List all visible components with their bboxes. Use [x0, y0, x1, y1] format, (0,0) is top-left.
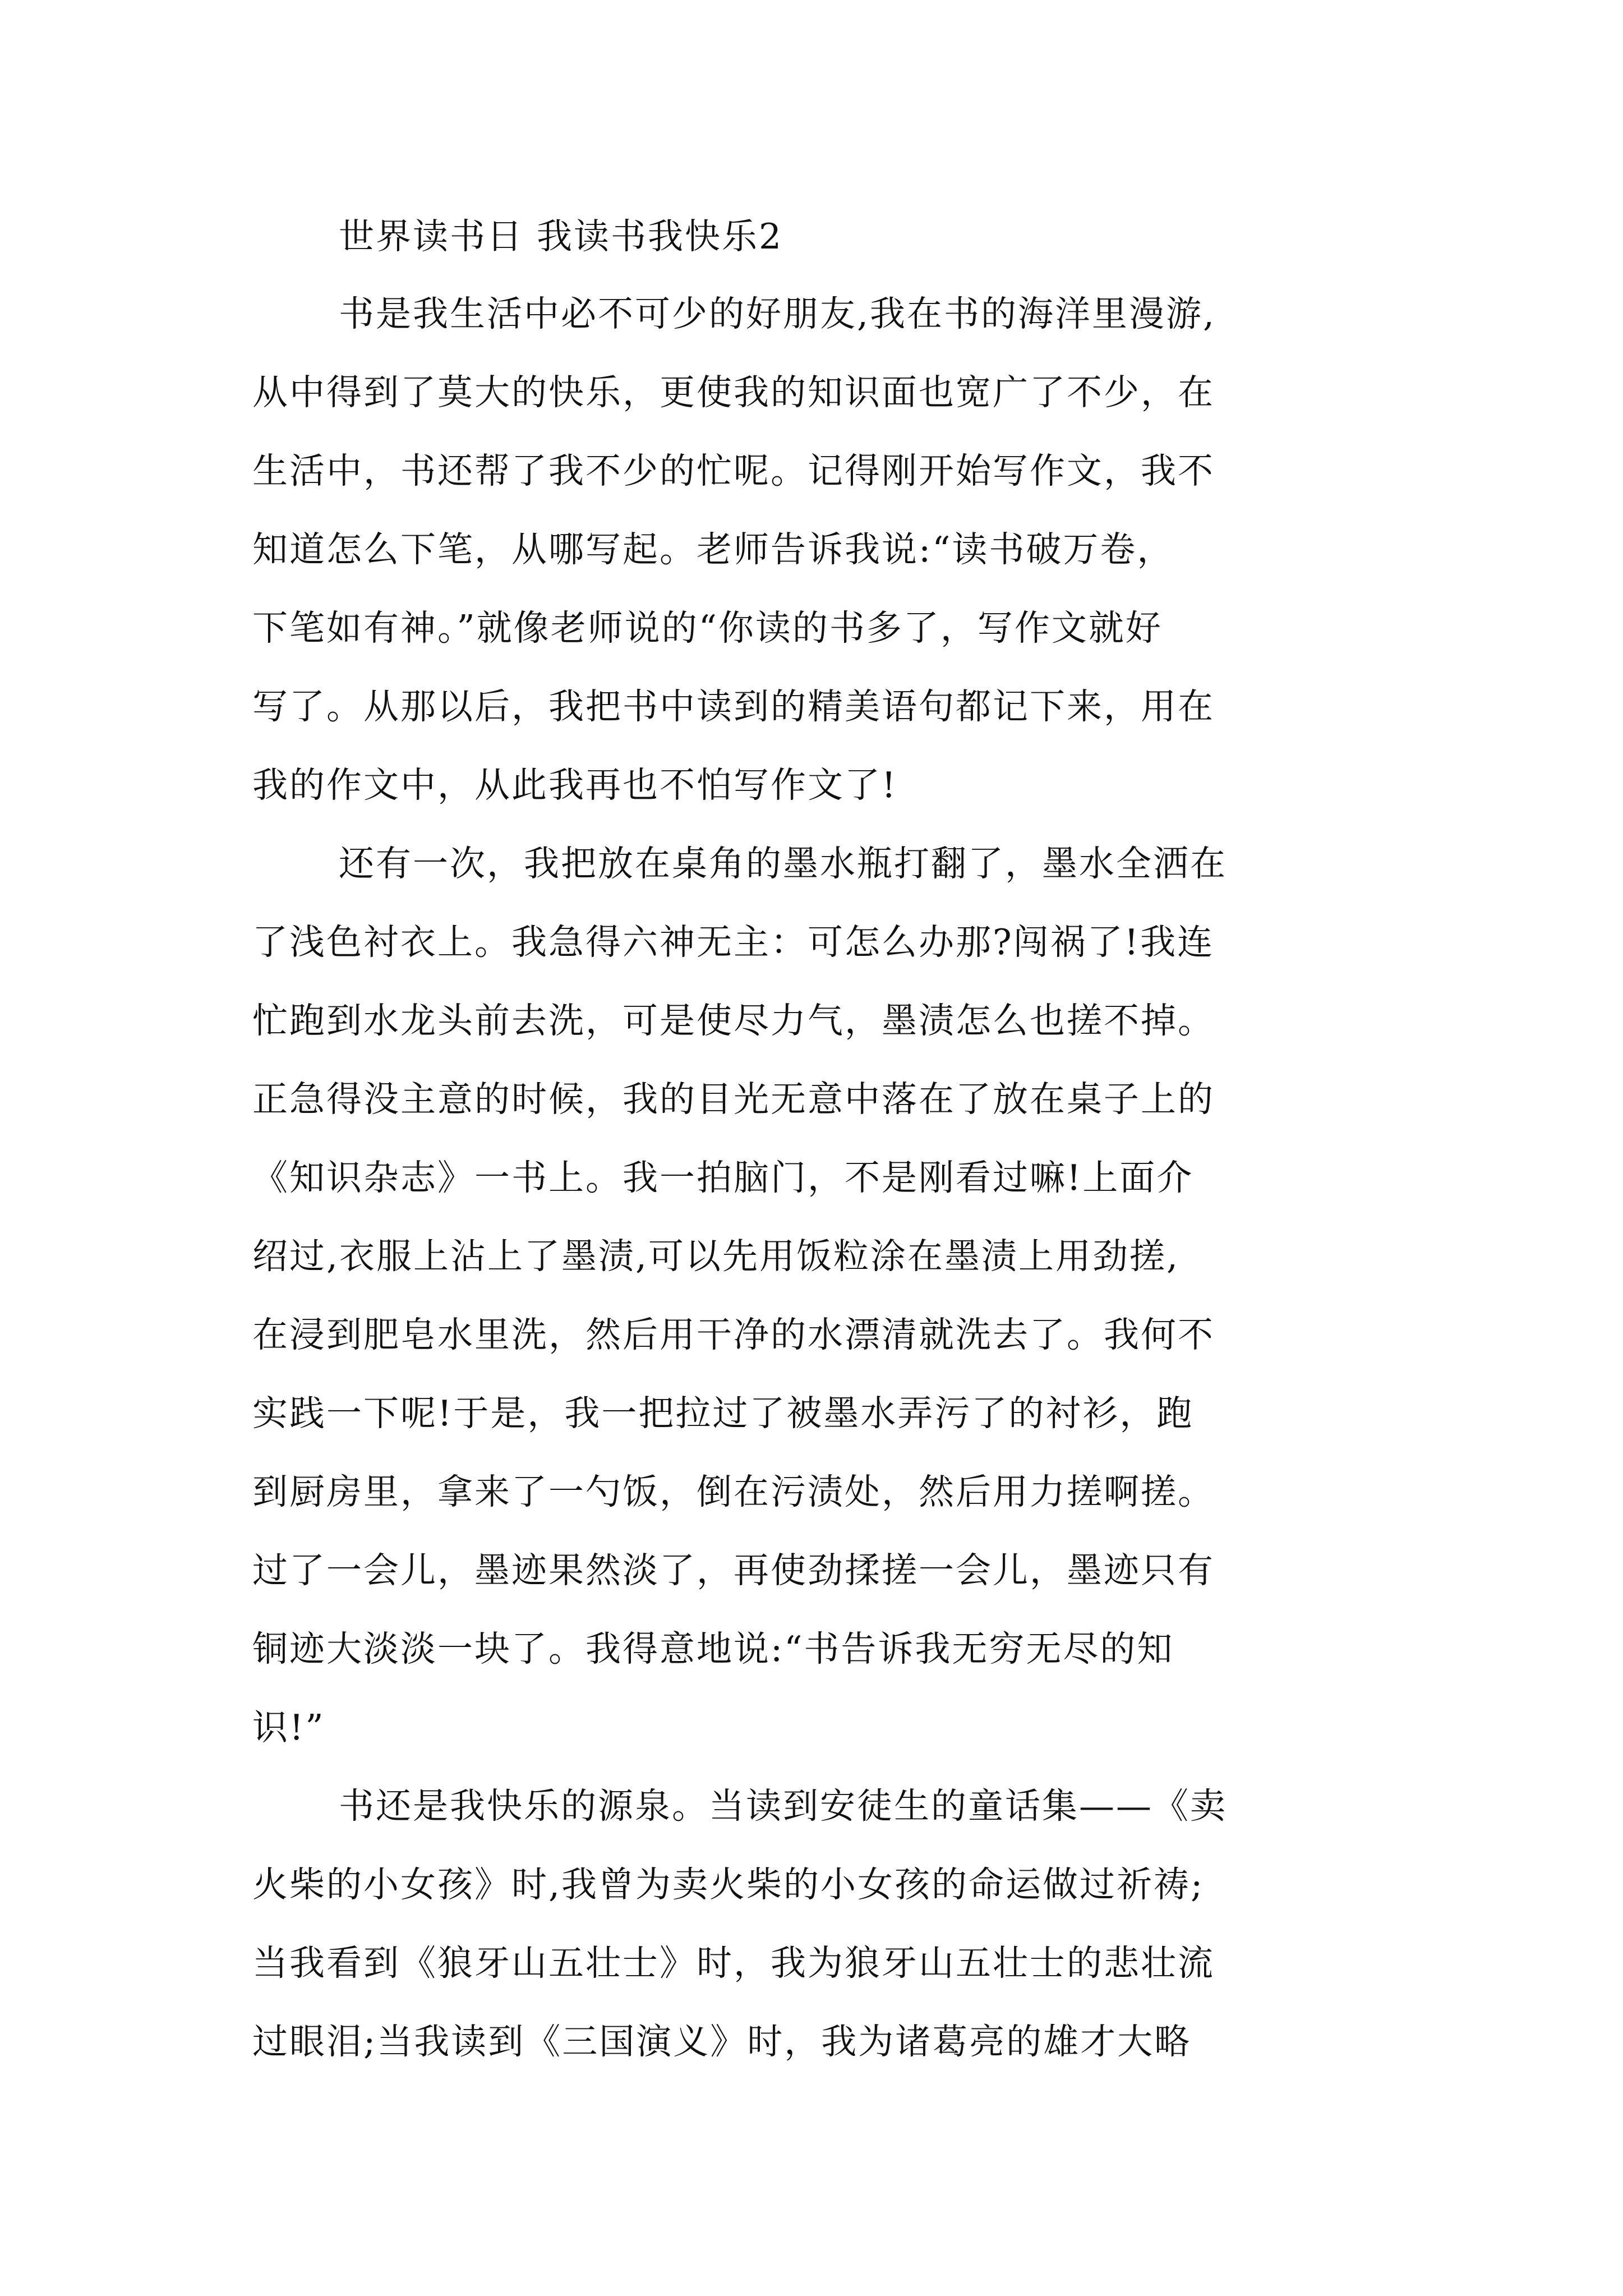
paragraph-line: 我的作文中，从此我再也不怕写作文了!	[252, 765, 898, 806]
paragraph-line: 生活中，书还帮了我不少的忙呢。记得刚开始写作文，我不	[252, 450, 1215, 491]
paragraph-line: 火柴的小女孩》时,我曾为卖火柴的小女孩的命运做过祈祷;	[252, 1864, 1205, 1905]
paragraph-line: 实践一下呢!于是，我一把拉过了被墨水弄污了的衬衫，跑	[252, 1393, 1194, 1434]
paragraph-line: 识!”	[252, 1707, 325, 1748]
document-title: 世界读书日 我读书我快乐2	[339, 216, 783, 257]
paragraph-line: 写了。从那以后，我把书中读到的精美语句都记下来，用在	[252, 686, 1215, 727]
paragraph-line: 从中得到了莫大的快乐，更使我的知识面也宽广了不少，在	[252, 372, 1215, 413]
paragraph-line: 知道怎么下笔，从哪写起。老师告诉我说:“读书破万卷，	[252, 529, 1174, 570]
paragraph-line: 书还是我快乐的源泉。当读到安徒生的童话集——《卖	[339, 1786, 1227, 1826]
paragraph-line: 到厨房里，拿来了一勺饭，倒在污渍处，然后用力搓啊搓。	[252, 1471, 1215, 1512]
paragraph-line: 了浅色衬衣上。我急得六神无主：可怎么办那?闯祸了!我连	[252, 922, 1215, 963]
paragraph-line: 过眼泪;当我读到《三国演义》时，我为诸葛亮的雄才大略	[252, 2021, 1192, 2062]
paragraph-line: 当我看到《狼牙山五壮士》时，我为狼牙山五壮士的悲壮流	[252, 1943, 1215, 1984]
paragraph-line: 还有一次，我把放在桌角的墨水瓶打翻了，墨水全洒在	[339, 843, 1227, 884]
paragraph-line: 忙跑到水龙头前去洗，可是使尽力气，墨渍怎么也搓不掉。	[252, 1000, 1215, 1041]
paragraph-line: 《知识杂志》一书上。我一拍脑门，不是刚看过嘛!上面介	[252, 1157, 1194, 1198]
paragraph-line: 在浸到肥皂水里洗，然后用干净的水漂清就洗去了。我何不	[252, 1314, 1215, 1355]
paragraph-line: 铜迹大淡淡一块了。我得意地说:“书告诉我无穷无尽的知	[252, 1628, 1174, 1669]
paragraph-line: 下笔如有神。”就像老师说的“你读的书多了，写作文就好	[252, 608, 1163, 648]
paragraph-line: 书是我生活中必不可少的好朋友,我在书的海洋里漫游,	[339, 293, 1216, 334]
paragraph-line: 过了一会儿，墨迹果然淡了，再使劲揉搓一会儿，墨迹只有	[252, 1550, 1215, 1591]
paragraph-line: 正急得没主意的时候，我的目光无意中落在了放在桌子上的	[252, 1079, 1215, 1120]
paragraph-line: 绍过,衣服上沾上了墨渍,可以先用饭粒涂在墨渍上用劲搓,	[252, 1236, 1180, 1277]
